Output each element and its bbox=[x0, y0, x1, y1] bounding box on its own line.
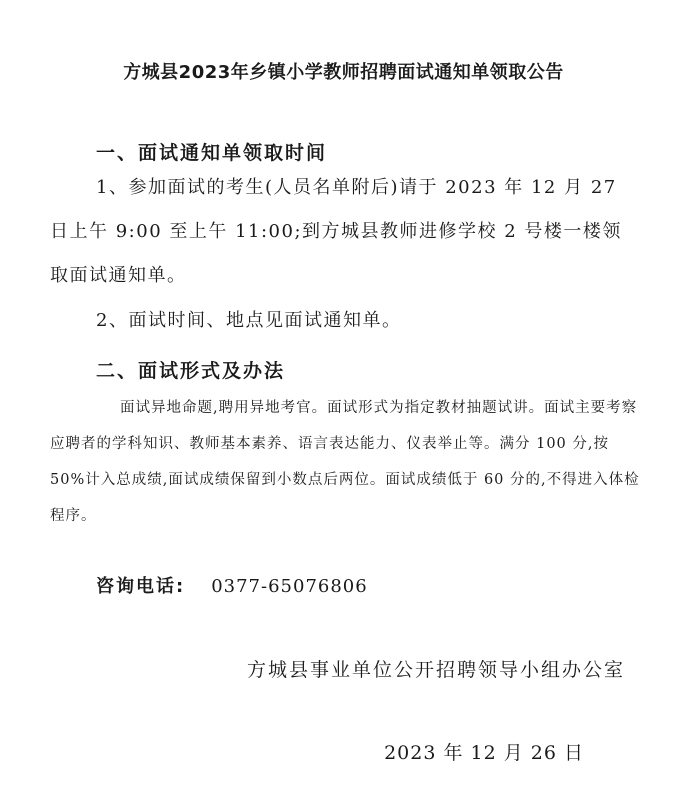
contact-line bbox=[96, 572, 368, 598]
section-2-body: 面试异地命题,聘用异地考官。面试形式为指定教材抽题试讲。面试主要考察应聘者的学科知识、教师基本素养、语言表达能力、仪表举止等。满分 100 分,按 50%计入总成绩,面试成绩保留到小数点后两位。面试成绩低于 60 分的,不得进入体检程序。 bbox=[50, 400, 640, 524]
document-title: 方城县2023年乡镇小学教师招聘面试通知单领取公告 bbox=[123, 62, 564, 83]
section-1-item-2: 2、面试时间、地点见面试通知单。 bbox=[96, 310, 402, 331]
section-1-heading: 一、面试通知单领取时间 bbox=[96, 142, 328, 164]
issue-date: 2023 年 12 月 26 日 bbox=[384, 742, 584, 764]
section-1-item-1: 1、参加面试的考生(人员名单附后)请于 2023 年 12 月 27 日上午 9:00 至上午 11:00;到方城县教师进修学校 2 号楼一楼领取面试通知单。 bbox=[50, 177, 622, 286]
contact-phone: 0377-65076806 bbox=[211, 576, 368, 597]
issuer-signature: 方城县事业单位公开招聘领导小组办公室 bbox=[246, 659, 625, 681]
section-2-heading: 二、面试形式及办法 bbox=[96, 360, 286, 382]
contact-label: 咨询电话: bbox=[96, 576, 186, 597]
